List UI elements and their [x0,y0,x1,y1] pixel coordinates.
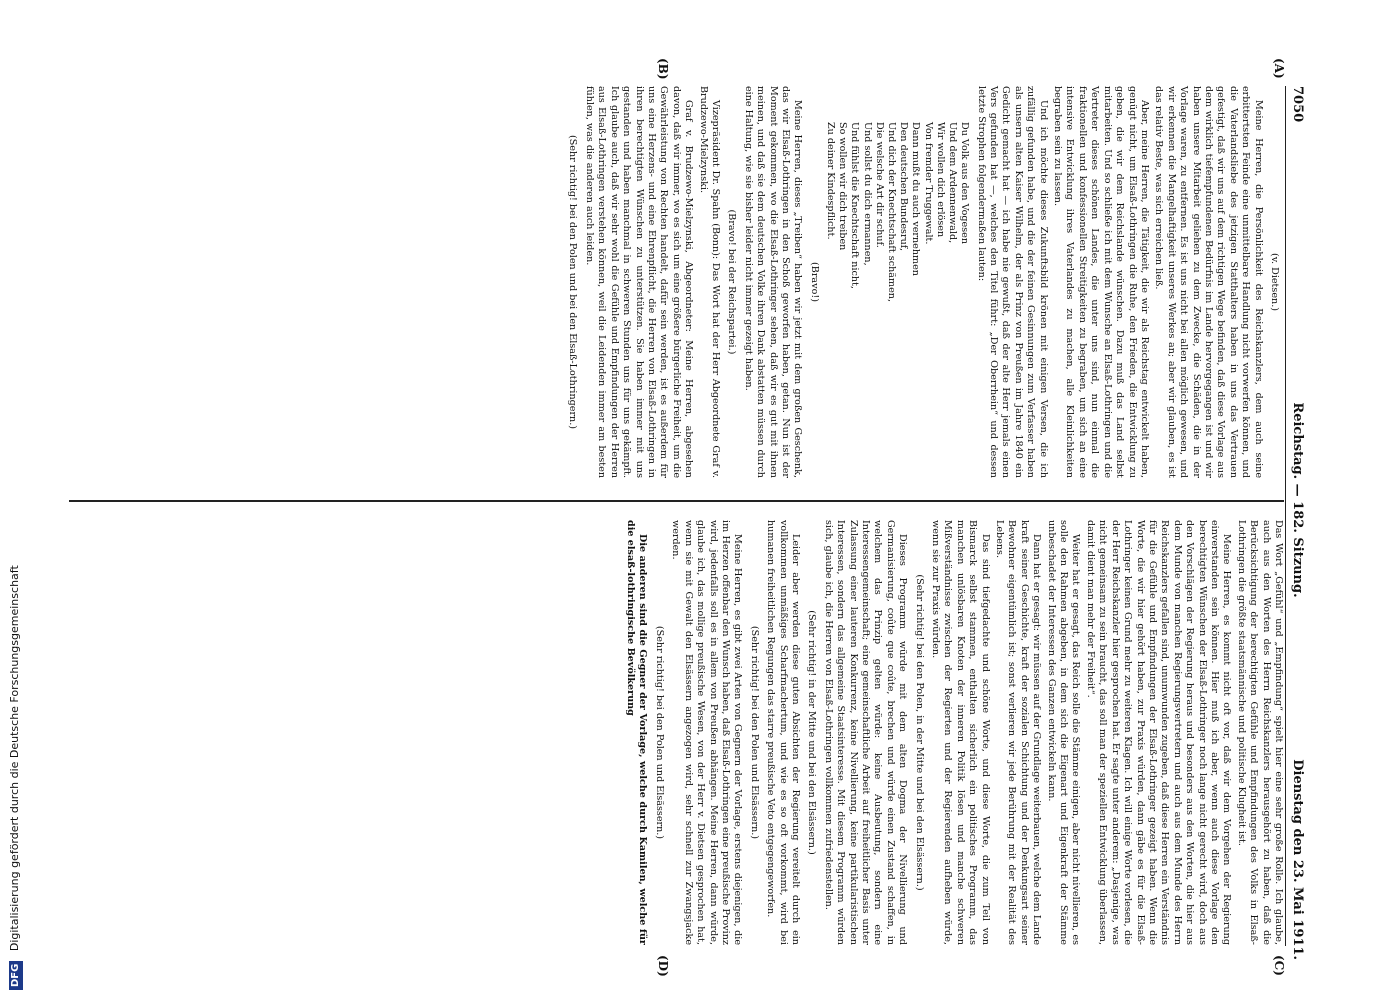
speaker-ref: (v. Dietsen.) [1269,253,1280,311]
paragraph: Leider aber werden diese guten Absichten der Regierung vereitelt durch ein vollkommen unmäßiges Scharfmachertum, und wie es so oft vorkommt, wird bei humanen freiheitlichen Regungen das starre preußische Veto entgegengeworfen. [765,520,801,945]
paragraph: Und ich möchte dieses Zukunftsbild krönen mit einigen Versen, die ich zufällig gefunden habe, und die der feinen Gesinnungen zum Verfasser haben als unsern alten Kaiser Wilhelm, der als Prinz von Preußen im Jahre 1840 ein Gedicht gemacht hat — ich habe nie gewußt, daß der alte Herr jemals einen Vers gefunden hat —, welches den Titel führt: „Der Oberrhein“ und dessen letzte Strophen folgendermaßen lauten: [975,86,1049,478]
paragraph: Meine Herren, die Persönlichkeit des Reichskanzlers, dem auch seine erbittertsten Feinde eine unmittelbare Handlung nicht vorwerfen können, und die Vaterlandsliebe des jetzigen Statthalters haben in uns das Vertrauen gefestigt, daß wir uns auf dem richtigen Wege befinden, daß diese Vorlage aus dem wirklich tiefempfundenen Bedürfnis im Lande hervorgegangen ist und wir haben unsere Mitarbeit geliehen zu dem Zwecke, die Schäden, die in der Vorlage waren, zu entfernen. Es ist uns nicht bei allen möglich gewesen, und wir erkennen die Mangelhaftigkeit unseres Werkes an; aber wir glauben, es ist das relativ Beste, was sich erreichen ließ. [1153,86,1264,478]
reaction: (Bravo!) [808,262,820,302]
running-header: Reichstag. — 182. Sitzung. [1290,402,1305,598]
reaction: (Sehr richtig! bei den Polen, in der Mitte und bei den Elsässern.) [913,574,925,891]
paragraph: Dieses Programm würde mit dem alten Dogma der Nivellierung und Germanisierung, coûte que coûte, brechen und würde einen Zustand schaffen, in welchem das Prinzip gelten würde: keine Ausbeutung, sondern eine Interessengemeinschaft; eine gemeinschaftliche Arbeit auf freiheitlicher Basis unter Zulassung einer lauteren Konkurrenz, keine Nivellierung, keine partikularistischen Interessen, sondern das allgemeine Staatsinteresse. Mit diesem Programm würden sich, glaube ich, die Herren von Elsaß-Lothringen vollkommen zufriedenstellen. [822,520,909,945]
margin-label-c: (C) [1272,955,1286,976]
reaction: (Bravo! bei der Reichspartei.) [726,209,738,355]
paragraph: Das sind tiefgedachte und schöne Worte, und diese Worte, die zum Teil von Bismarck selbst stammen, enthalten sicherlich ein politisches Programm, das manchen unlösbaren Knoten der inneren Politik lösen und manche schweren Mißverständnisse zwischen der Regierten und der Regierenden aufheben würde, wenn sie zur Praxis würden. [930,520,991,945]
page-number: 7050 [1290,86,1305,123]
paragraph: Weiter hat er gesagt, das Reich solle die Stämme einigen, aber nicht nivellieren, es solle den Rahmen abgeben, in dem sich die Eigenart und Eigenkraft der Stämme unbeschadet der Interessen des Ganzen entwickeln kann. [1045,520,1082,945]
session-date: Dienstag den 23. Mai 1911. [1290,759,1305,960]
poem-line: Von fremder Truggewalt. [922,122,934,245]
margin-label-d: (D) [656,955,670,977]
poem-line: Wir wollen dich erlösen [934,122,946,238]
poem-line: Zu deiner Kindespflicht. [825,122,837,240]
column-divider [69,500,1284,502]
paragraph: Meine Herren, es gibt zwei Arten von Gegnern der Vorlage, erstens diejenigen, die im Herzen offenbar den Wunsch haben, daß Elsaß-Lothringen eine preußische Provinz wird, jedenfalls soll es in allem von Preußen abhängen. Meine Herren, dann würde, glaube ich, das mollige preußische Wesen, von der Herr v. Dietsen gesprochen hat, wenn sie mit Gewalt den Elsässern angezogen wird, sehr schnell zur Zwangsjacke werden. [670,520,744,945]
paragraph: Graf v. Brudzewo-Mielzynski, Abgeordneter: Meine Herren, abgesehen davon, daß wir immer, wo es sich um eine größere bürgerliche Freiheit, um die Gewährleistung von Rechten handelt, dafür sein werden, ist es außerdem für uns eine Herzens- und eine Ehrenpflicht, die Herren von Elsaß-Lothringen in ihren berechtigten Wünschen zu unterstützen. Sie haben immer mit uns gestanden und haben manchmal in schweren Stunden uns für uns gekämpft. Ich glaube auch, daß wir sehr wohl die Gefühle und Empfindungen der Herren aus Elsaß-Lothringen verstehen können, weil die Leidenden immer am besten fühlen, was die anderen auch leiden. [583,86,695,478]
right-column [74,520,1284,945]
paragraph: Aber, meine Herren, die Tätigkeit, die wir als Reichstag entwickelt haben, genügt nicht, um Elsaß-Lothringen die Ruhe, den Frieden, die Entwicklung zu geben, die wir dem Reichslande wünschen. Dazu muß das Land selbst mitarbeiten. Und so schließe ich mit dem Wunsche an Elsaß-Lothringen und die Vertreter dieses schönen Landes, die unter uns sind, nun einmal die fraktionellen und konfessionellen Streitigkeiten zu begraben, um sich an eine intensive Entwicklung ihres Vaterlandes zu machen, alle Kleinlichkeiten begraben sein zu lassen. [1052,86,1150,478]
header-rule [1285,86,1286,946]
reaction: (Sehr richtig! in der Mitte und bei den Elsässern.) [806,610,818,855]
poem-line: Die welsche Art dir schuf. [873,122,885,248]
paragraph: Vizepräsident Dr. Spahn (Bonn): Das Wort hat der Herr Abgeordnete Graf v. Brudzewo-Mielzynski. [697,86,721,478]
paragraph: Meine Herren, dieses „Treiben“ haben wir jetzt mit dem großen Geschenk, das wir Elsaß-Lothringen in den Schoß geworfen haben, getan. Nun ist der Moment gekommen, wo die Elsaß-Lothringer sehen, daß wir es gut mit ihnen meinen, und daß sie dem deutschen Volke ihren Dank abstatten müssen durch eine Haltung, wie sie bisher leider nicht immer gezeigt haben. [742,86,804,478]
poem-line: Du Volk aus den Vogesen [959,122,971,245]
left-column [74,86,1284,478]
poem-line: Den deutschen Bundesruf, [898,122,910,252]
poem-line: Und fühlst die Knechtschaft nicht, [849,122,861,289]
reaction: (Sehr richtig! bei den Polen und Elsässern.) [653,625,665,840]
dfg-logo: DFG [9,961,23,990]
paragraph: Meine Herren, es kommt nicht oft vor, daß wir dem Vorgehen der Regierung einverstanden sein können. Hier muß ich aber, wenn auch diese Vorlage den berechtigten Wünschen der Elsaß-Lothringer noch lange nicht gerecht wird, doch aus den Vorschlägen der Regierung heraus und besonders aus den Worten, die hier aus dem Munde von manchen Regierungsvertretern und auch aus dem Munde des Herrn Reichskanzlers gefallen sind, unumwunden zugeben, daß diese Herren ein Verständnis für die Gefühle und Empfindungen der Elsaß-Lothringer gezeigt haben. Wenn die Worte, die wir hier gehört haben, zur Praxis würden, dann gäbe es für die Elsaß-Lothringer keinen Grund mehr zu weiteren Klagen. Ich will einige Worte vorlesen, die der Herr Reichskanzler hier gesprochen hat. Er sagte unter anderem: „Dasjenige, was nicht gemeinsam zu sein braucht, das soll man der speziellen Entwicklung überlassen, damit dient man mehr der Freiheit“. [1084,520,1233,945]
digitization-credit [0,0,30,1000]
margin-label-a: (A) [1272,58,1286,79]
reaction: (Sehr richtig! bei den Polen und Elsässern.) [748,625,760,840]
poem-line: Und dich der Knechtschaft schämen, [886,122,898,302]
poem-line: So wollen wir dich treiben [837,122,849,251]
poem-line: Und sollst du dich ermannen, [861,122,873,266]
poem-line: Dann mußt du auch vernehmen [910,122,922,276]
margin-label-b: (B) [656,58,670,80]
paragraph: Dann hat er gesagt: wir müssen auf der Grundlage weiterbauen, welche dem Lande kraft seiner Geschichte, kraft der sozialen Schichtung und der Denkungsart seiner Bewohner eigentümlich ist; sonst verlieren wir jede Berührung mit der Realität des Lebens. [994,520,1043,945]
paragraph: Das Wort „Gefühl“ und „Empfindung“ spielt hier eine sehr große Rolle. Ich glaube, auch aus den Worten des Herrn Reichskanzlers herausgehört zu haben, daß die Berücksichtigung der berechtigten Gefühle und Empfindungen des Volks in Elsaß-Lothringen die größte staatsmännische und politische Klugheit ist. [1235,520,1284,945]
reaction: (Sehr richtig! bei den Polen und bei den Elsaß-Lothringern.) [567,134,579,430]
credit-text: Digitalisierung gefördert durch die Deutsche Forschungsgemeinschaft [8,565,21,952]
poem-line: Und dem Ardennenwald, [947,122,959,244]
poem [824,122,970,478]
paragraph: Die anderen sind die Gegner der Vorlage, welche durch Kamilen, welche für die elsaß-lothringische Bevölkerung [625,520,649,945]
